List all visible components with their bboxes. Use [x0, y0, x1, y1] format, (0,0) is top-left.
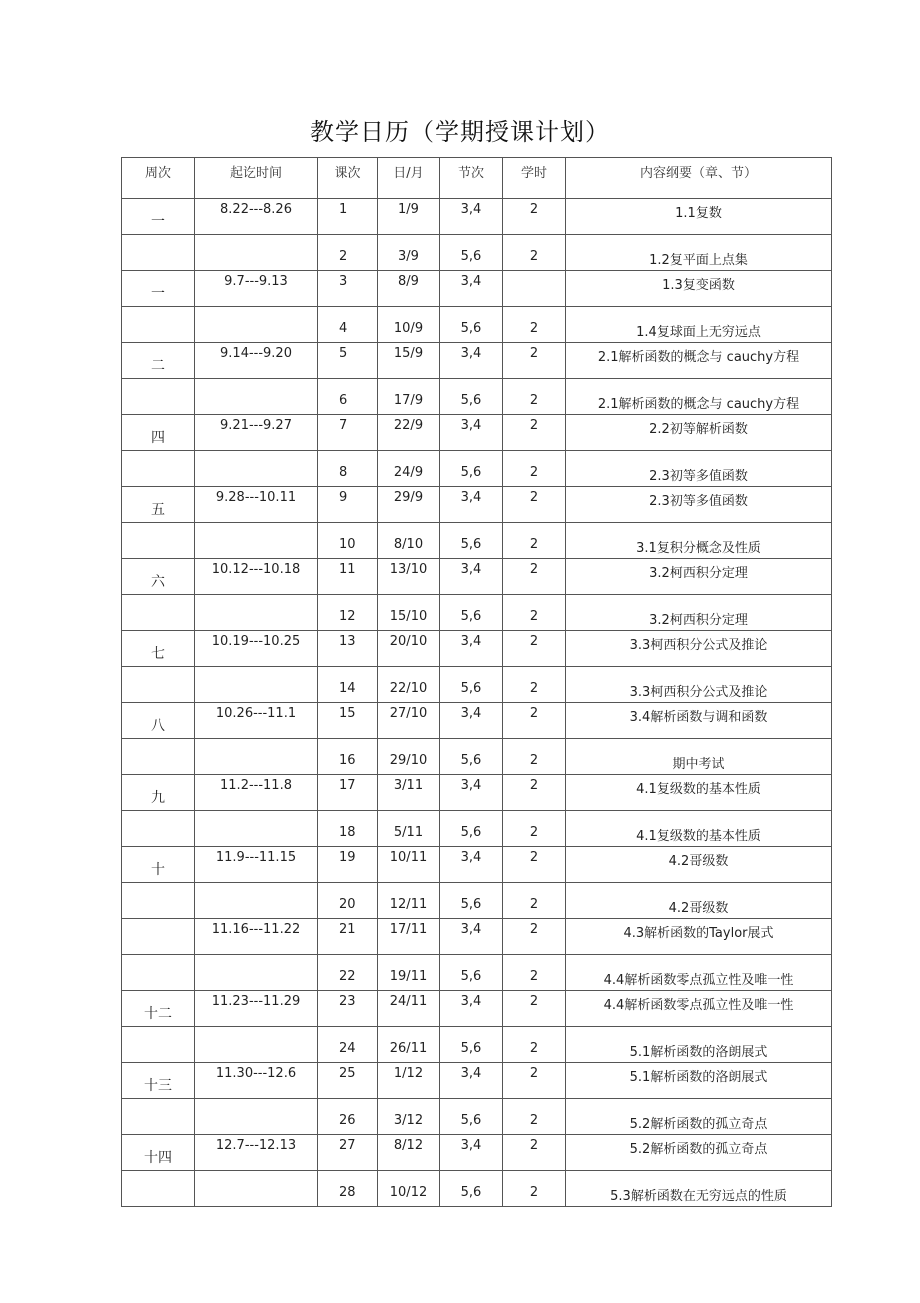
cell-date: 22/10: [378, 667, 440, 703]
cell-section: 3,4: [440, 487, 503, 523]
cell-content: 3.3柯西积分公式及推论: [566, 631, 832, 667]
table-row: [122, 343, 832, 379]
table-row: [122, 955, 832, 991]
header-lesson: 课次: [318, 158, 378, 199]
cell-week: [122, 523, 195, 559]
cell-hours: 2: [503, 451, 566, 487]
cell-period: 11.9---11.15: [195, 847, 318, 883]
cell-hours: 2: [503, 991, 566, 1027]
cell-week: 五: [122, 487, 195, 523]
cell-hours: 2: [503, 775, 566, 811]
cell-week: 十二: [122, 991, 195, 1027]
cell-date: 10/12: [378, 1171, 440, 1207]
cell-week: 十: [122, 847, 195, 883]
cell-date: 19/11: [378, 955, 440, 991]
cell-period: [195, 379, 318, 415]
cell-content: 1.1复数: [566, 199, 832, 235]
cell-hours: 2: [503, 1063, 566, 1099]
cell-date: 3/12: [378, 1099, 440, 1135]
table-row: [122, 1135, 832, 1171]
cell-week: 九: [122, 775, 195, 811]
cell-section: 3,4: [440, 703, 503, 739]
table-row: [122, 775, 832, 811]
header-row: [122, 158, 832, 199]
table-row: [122, 559, 832, 595]
cell-content: 4.4解析函数零点孤立性及唯一性: [566, 955, 832, 991]
cell-section: 3,4: [440, 415, 503, 451]
table-row: [122, 271, 832, 307]
cell-content: 1.4复球面上无穷远点: [566, 307, 832, 343]
cell-lesson: 27: [318, 1135, 378, 1171]
cell-week: [122, 1099, 195, 1135]
cell-week: [122, 379, 195, 415]
cell-content: 3.3柯西积分公式及推论: [566, 667, 832, 703]
cell-lesson: 4: [318, 307, 378, 343]
cell-hours: 2: [503, 415, 566, 451]
cell-hours: 2: [503, 811, 566, 847]
table-row: [122, 991, 832, 1027]
cell-lesson: 2: [318, 235, 378, 271]
cell-date: 1/12: [378, 1063, 440, 1099]
table-row: [122, 1063, 832, 1099]
cell-content: 5.1解析函数的洛朗展式: [566, 1027, 832, 1063]
cell-week: [122, 451, 195, 487]
header-content: 内容纲要（章、节）: [566, 158, 832, 199]
cell-content: 3.4解析函数与调和函数: [566, 703, 832, 739]
table-row: [122, 307, 832, 343]
cell-content: 4.1复级数的基本性质: [566, 775, 832, 811]
cell-period: [195, 595, 318, 631]
table-row: [122, 199, 832, 235]
cell-section: 3,4: [440, 559, 503, 595]
cell-period: [195, 235, 318, 271]
cell-lesson: 17: [318, 775, 378, 811]
cell-date: 8/9: [378, 271, 440, 307]
cell-content: 1.3复变函数: [566, 271, 832, 307]
cell-date: 17/11: [378, 919, 440, 955]
cell-lesson: 1: [318, 199, 378, 235]
cell-week: [122, 595, 195, 631]
table-row: [122, 847, 832, 883]
cell-period: [195, 1027, 318, 1063]
cell-content: 3.2柯西积分定理: [566, 595, 832, 631]
header-date: 日/月: [378, 158, 440, 199]
cell-content: 3.2柯西积分定理: [566, 559, 832, 595]
cell-hours: 2: [503, 595, 566, 631]
cell-lesson: 5: [318, 343, 378, 379]
cell-content: 1.2复平面上点集: [566, 235, 832, 271]
cell-date: 13/10: [378, 559, 440, 595]
cell-period: [195, 1099, 318, 1135]
cell-section: 3,4: [440, 199, 503, 235]
cell-period: 11.2---11.8: [195, 775, 318, 811]
table-row: [122, 523, 832, 559]
cell-period: [195, 955, 318, 991]
cell-period: [195, 811, 318, 847]
cell-lesson: 6: [318, 379, 378, 415]
cell-section: 5,6: [440, 883, 503, 919]
cell-section: 3,4: [440, 1135, 503, 1171]
cell-section: 3,4: [440, 847, 503, 883]
cell-period: 11.16---11.22: [195, 919, 318, 955]
cell-hours: 2: [503, 307, 566, 343]
cell-section: 5,6: [440, 595, 503, 631]
cell-lesson: 21: [318, 919, 378, 955]
cell-section: 3,4: [440, 991, 503, 1027]
cell-hours: 2: [503, 667, 566, 703]
cell-hours: 2: [503, 703, 566, 739]
cell-date: 10/9: [378, 307, 440, 343]
cell-section: 5,6: [440, 307, 503, 343]
cell-period: [195, 883, 318, 919]
cell-date: 3/11: [378, 775, 440, 811]
cell-content: 3.1复积分概念及性质: [566, 523, 832, 559]
cell-content: 5.1解析函数的洛朗展式: [566, 1063, 832, 1099]
cell-lesson: 14: [318, 667, 378, 703]
table-row: [122, 595, 832, 631]
cell-hours: 2: [503, 199, 566, 235]
cell-content: 4.1复级数的基本性质: [566, 811, 832, 847]
cell-section: 3,4: [440, 1063, 503, 1099]
cell-content: 5.3解析函数在无穷远点的性质: [566, 1171, 832, 1207]
cell-hours: 2: [503, 847, 566, 883]
cell-content: 4.2哥级数: [566, 883, 832, 919]
cell-hours: 2: [503, 883, 566, 919]
cell-section: 5,6: [440, 667, 503, 703]
cell-lesson: 13: [318, 631, 378, 667]
cell-content: 2.3初等多值函数: [566, 487, 832, 523]
cell-section: 3,4: [440, 919, 503, 955]
cell-hours: 2: [503, 379, 566, 415]
cell-hours: 2: [503, 559, 566, 595]
cell-section: 3,4: [440, 343, 503, 379]
cell-content: 期中考试: [566, 739, 832, 775]
header-week: 周次: [122, 158, 195, 199]
cell-lesson: 22: [318, 955, 378, 991]
cell-week: [122, 1171, 195, 1207]
cell-hours: 2: [503, 955, 566, 991]
table-row: [122, 919, 832, 955]
cell-lesson: 23: [318, 991, 378, 1027]
cell-lesson: 26: [318, 1099, 378, 1135]
cell-lesson: 7: [318, 415, 378, 451]
cell-content: 2.1解析函数的概念与 cauchy方程: [566, 343, 832, 379]
cell-lesson: 28: [318, 1171, 378, 1207]
cell-week: 七: [122, 631, 195, 667]
cell-period: [195, 667, 318, 703]
cell-date: 3/9: [378, 235, 440, 271]
cell-week: 十三: [122, 1063, 195, 1099]
cell-section: 5,6: [440, 451, 503, 487]
cell-lesson: 11: [318, 559, 378, 595]
cell-section: 5,6: [440, 235, 503, 271]
cell-date: 22/9: [378, 415, 440, 451]
cell-hours: 2: [503, 523, 566, 559]
table-row: [122, 739, 832, 775]
table-body: [122, 199, 832, 1207]
cell-period: 10.19---10.25: [195, 631, 318, 667]
cell-week: 一: [122, 271, 195, 307]
table-row: [122, 487, 832, 523]
cell-hours: 2: [503, 235, 566, 271]
cell-date: 10/11: [378, 847, 440, 883]
cell-date: 12/11: [378, 883, 440, 919]
cell-lesson: 18: [318, 811, 378, 847]
cell-period: 11.30---12.6: [195, 1063, 318, 1099]
cell-lesson: 8: [318, 451, 378, 487]
cell-week: 二: [122, 343, 195, 379]
cell-period: 11.23---11.29: [195, 991, 318, 1027]
cell-section: 5,6: [440, 955, 503, 991]
header-section: 节次: [440, 158, 503, 199]
cell-hours: [503, 271, 566, 307]
cell-period: 12.7---12.13: [195, 1135, 318, 1171]
cell-lesson: 25: [318, 1063, 378, 1099]
cell-period: 10.26---11.1: [195, 703, 318, 739]
cell-week: [122, 883, 195, 919]
table-row: [122, 235, 832, 271]
table-row: [122, 379, 832, 415]
cell-period: [195, 307, 318, 343]
cell-section: 3,4: [440, 631, 503, 667]
cell-period: [195, 523, 318, 559]
table-row: [122, 1171, 832, 1207]
cell-week: [122, 811, 195, 847]
cell-week: [122, 667, 195, 703]
cell-hours: 2: [503, 1027, 566, 1063]
cell-hours: 2: [503, 919, 566, 955]
cell-section: 5,6: [440, 811, 503, 847]
cell-date: 5/11: [378, 811, 440, 847]
cell-content: 4.2哥级数: [566, 847, 832, 883]
cell-period: 10.12---10.18: [195, 559, 318, 595]
cell-hours: 2: [503, 1171, 566, 1207]
cell-date: 15/9: [378, 343, 440, 379]
cell-week: [122, 307, 195, 343]
cell-content: 2.2初等解析函数: [566, 415, 832, 451]
cell-period: 9.14---9.20: [195, 343, 318, 379]
cell-date: 8/10: [378, 523, 440, 559]
cell-period: [195, 451, 318, 487]
cell-content: 4.3解析函数的Taylor展式: [566, 919, 832, 955]
cell-section: 5,6: [440, 1099, 503, 1135]
cell-hours: 2: [503, 343, 566, 379]
table-row: [122, 811, 832, 847]
cell-lesson: 20: [318, 883, 378, 919]
cell-content: 4.4解析函数零点孤立性及唯一性: [566, 991, 832, 1027]
cell-date: 29/9: [378, 487, 440, 523]
cell-hours: 2: [503, 1135, 566, 1171]
cell-hours: 2: [503, 631, 566, 667]
table-row: [122, 667, 832, 703]
cell-date: 24/9: [378, 451, 440, 487]
table-row: [122, 415, 832, 451]
cell-date: 1/9: [378, 199, 440, 235]
table-row: [122, 1027, 832, 1063]
cell-week: 八: [122, 703, 195, 739]
cell-date: 24/11: [378, 991, 440, 1027]
cell-week: [122, 739, 195, 775]
cell-section: 5,6: [440, 1171, 503, 1207]
cell-date: 20/10: [378, 631, 440, 667]
cell-period: 9.21---9.27: [195, 415, 318, 451]
cell-section: 5,6: [440, 523, 503, 559]
cell-lesson: 19: [318, 847, 378, 883]
cell-lesson: 15: [318, 703, 378, 739]
cell-date: 27/10: [378, 703, 440, 739]
cell-hours: 2: [503, 1099, 566, 1135]
cell-section: 5,6: [440, 1027, 503, 1063]
cell-period: 9.28---10.11: [195, 487, 318, 523]
cell-content: 2.3初等多值函数: [566, 451, 832, 487]
cell-week: 十四: [122, 1135, 195, 1171]
cell-content: 5.2解析函数的孤立奇点: [566, 1135, 832, 1171]
cell-hours: 2: [503, 739, 566, 775]
cell-date: 8/12: [378, 1135, 440, 1171]
cell-content: 2.1解析函数的概念与 cauchy方程: [566, 379, 832, 415]
cell-period: 8.22---8.26: [195, 199, 318, 235]
cell-period: [195, 1171, 318, 1207]
cell-section: 3,4: [440, 271, 503, 307]
cell-section: 5,6: [440, 739, 503, 775]
header-period: 起讫时间: [195, 158, 318, 199]
cell-period: [195, 739, 318, 775]
table-row: [122, 631, 832, 667]
cell-date: 17/9: [378, 379, 440, 415]
cell-week: 一: [122, 199, 195, 235]
cell-period: 9.7---9.13: [195, 271, 318, 307]
table-row: [122, 883, 832, 919]
cell-week: [122, 235, 195, 271]
cell-content: 5.2解析函数的孤立奇点: [566, 1099, 832, 1135]
cell-section: 3,4: [440, 775, 503, 811]
cell-week: [122, 919, 195, 955]
cell-lesson: 10: [318, 523, 378, 559]
cell-hours: 2: [503, 487, 566, 523]
cell-lesson: 16: [318, 739, 378, 775]
cell-lesson: 9: [318, 487, 378, 523]
cell-week: [122, 955, 195, 991]
cell-lesson: 24: [318, 1027, 378, 1063]
teaching-calendar-table: [121, 157, 832, 1207]
cell-date: 26/11: [378, 1027, 440, 1063]
header-hours: 学时: [503, 158, 566, 199]
cell-week: 六: [122, 559, 195, 595]
cell-lesson: 3: [318, 271, 378, 307]
cell-date: 29/10: [378, 739, 440, 775]
table-row: [122, 451, 832, 487]
page-title: 教学日历（学期授课计划）: [310, 118, 610, 146]
cell-section: 5,6: [440, 379, 503, 415]
table-row: [122, 703, 832, 739]
cell-lesson: 12: [318, 595, 378, 631]
table-row: [122, 1099, 832, 1135]
cell-week: [122, 1027, 195, 1063]
cell-week: 四: [122, 415, 195, 451]
cell-date: 15/10: [378, 595, 440, 631]
